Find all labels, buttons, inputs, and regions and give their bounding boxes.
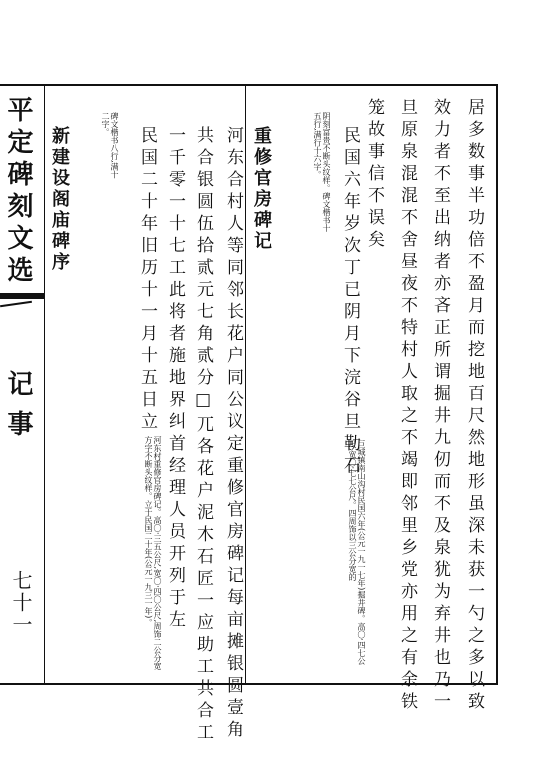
- article-line-4: 民国二十年旧历十一月十五日立: [137, 126, 157, 434]
- prev-source-note-2: 阴刻富贵不断头纹样。碑文楷书十五行,满行十六字。: [313, 112, 331, 232]
- frame-top-rule: [0, 84, 498, 86]
- column-divider-left: [44, 85, 45, 683]
- page-number: 七十一: [9, 570, 33, 636]
- prev-text-line-4: 笼故事信不误矣: [364, 98, 384, 252]
- article-source-note: 河东村重修官房碑记。高〇·三五公尺,宽〇·四〇公尺,周饰二公分宽方字不断头纹样。立于民国二十年(公元一九三一年)。: [144, 436, 162, 671]
- next-article-note: 碑文楷书八行,满十二字。: [101, 112, 119, 179]
- next-article-title: 新建设阁庙碑序: [49, 126, 70, 273]
- book-title: 平定碑刻文选: [3, 96, 33, 288]
- prev-text-line-1: 居多数事半功倍不盈月而挖地百尺然地形虽深未获一勺之多以致: [464, 98, 484, 714]
- section-title: 记事: [3, 370, 33, 450]
- prev-source-note: 巨城镇南山沟村民国六年(公元一九一七年)掘井碑。高〇·四七公尺,宽〇·七七公尺。四周饰以三公分宽的: [348, 440, 366, 665]
- article-line-1: 河东合村人等同邻长花户同公议定重修官房碑记每亩摊银圆壹角: [223, 126, 243, 742]
- frame-bottom-rule: [0, 683, 498, 685]
- prev-text-line-2: 效力者不至出纳者亦吝正所谓掘井九仞而不及泉犹为弃井也乃一: [430, 98, 450, 714]
- article-line-3: 一千零一十七工此将者施地界纠首经理人员开列于左: [165, 126, 185, 632]
- side-thick-rule: [0, 293, 44, 299]
- prev-date-line: 民国六年岁次丁已阴月下浣谷旦勒石: [340, 126, 360, 478]
- article-title: 重修官房碑记: [251, 126, 272, 252]
- prev-text-line-3: 旦原泉混混不舍昼夜不特村人取之不竭即邻里乡党亦用之有余铁: [397, 98, 417, 714]
- column-divider-article: [245, 85, 246, 683]
- frame-right-rule: [496, 84, 498, 684]
- side-swoosh-rule: [0, 301, 32, 307]
- article-line-2: 共合银圆伍拾贰元七角贰分□兀各花户泥木石匠一应助工共合工: [193, 126, 213, 745]
